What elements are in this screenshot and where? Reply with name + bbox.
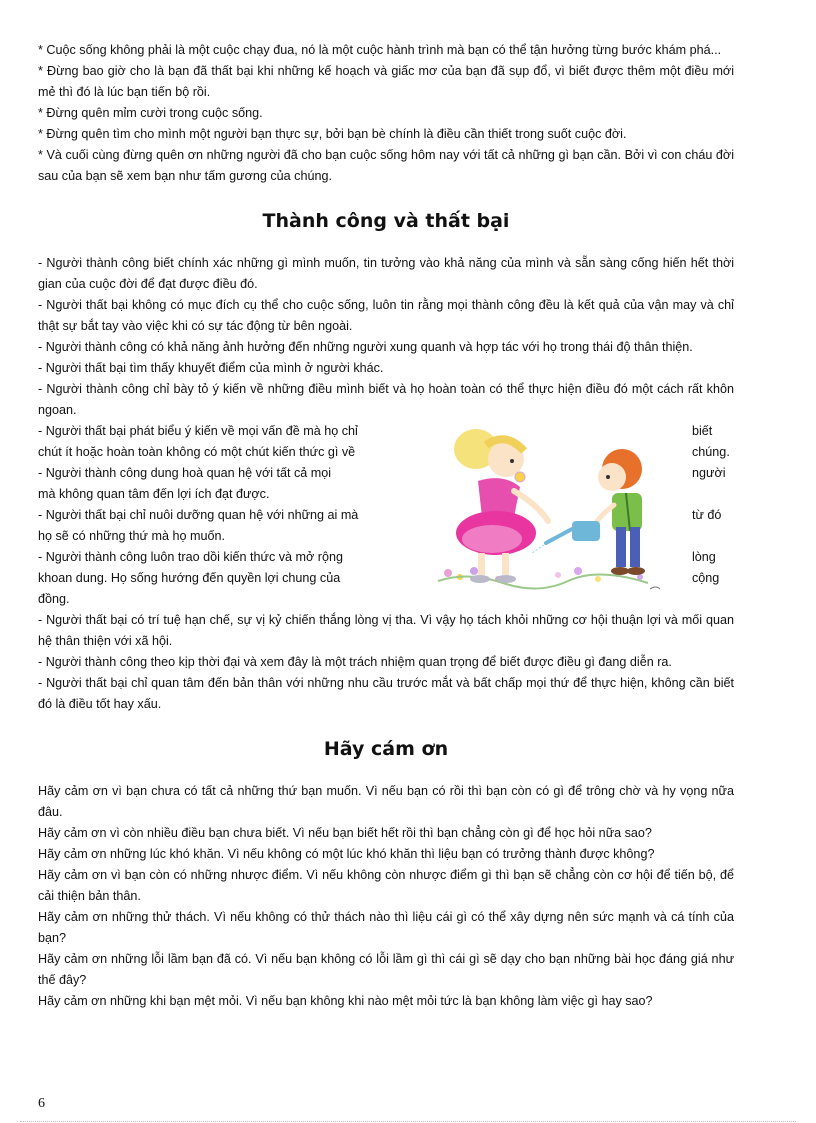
list-item: - Người thành công theo kịp thời đại và xem đây là một trách nhiệm quan trọng để biết được điều gì đang diễn ra. [38,655,672,669]
list-item: - Người thất bại chỉ quan tâm đến bản thân với những nhu cầu trước mắt và bất chấp mọi thứ để thực hiện, không cần biết đó là điều tốt hay xấu. [38,676,734,711]
wrap-line-left: - Người thành công dung hoà quan hệ với tất cả mọi [38,466,332,480]
wrap-line-left: - Người thành công luôn trao dồi kiến thức và mở rộng [38,550,343,564]
list-item: - Người thất bại không có mục đích cụ thể cho cuộc sống, luôn tin rằng mọi thành công đều là kết quả của vận may và chỉ thật sự bắt tay vào việc khi có sự tác động từ bên ngoài. [38,298,734,333]
intro-paragraph: * Cuộc sống không phải là một cuộc chạy đua, nó là một cuộc hành trình mà bạn có thể tận hưởng từng bước khám phá... [38,43,722,57]
gratitude-item: Hãy cảm ơn vì bạn còn có những nhược điểm. Vì nếu không còn nhược điểm gì thì bạn sẽ chẳng còn cơ hội để tiến bộ, để cải thiện bản thân. [38,868,734,903]
wrap-line-right: lòng [692,550,716,564]
page-number: 6 [38,1096,45,1111]
section-title-gratitude: Hãy cám ơn [323,738,449,760]
wrap-line-left: đồng. [38,592,70,606]
gratitude-item: Hãy cảm ơn những lúc khó khăn. Vì nếu không có một lúc khó khăn thì liệu bạn có trưởng thành được không? [38,847,655,861]
wrap-line-right: người [692,466,726,480]
children-watering-flowers-illustration [408,421,693,599]
list-item: - Người thất bại có trí tuệ hạn chế, sự vị kỷ chiến thắng lòng vị tha. Vì vậy họ tách khỏi những cơ hội thuận lợi và mối quan hệ thân thiện với xã hội. [38,613,734,648]
text-wrap-around-image [38,421,734,610]
wrap-line-left: - Người thất bại phát biểu ý kiến về mọi vấn đề mà họ chỉ [38,424,358,438]
wrap-line-left: - Người thất bại chỉ nuôi dưỡng quan hệ với những ai mà [38,508,359,522]
section-title-success-failure: Thành công và thất bại [262,210,510,232]
page-content [38,40,734,1012]
gratitude-item: Hãy cảm ơn những thử thách. Vì nếu không có thử thách nào thì liệu cái gì có thể xây dựng nên sức mạnh và cá tính của bạn? [38,910,734,945]
gratitude-item: Hãy cảm ơn những lỗi lầm bạn đã có. Vì nếu bạn không có lỗi lầm gì thì cái gì sẽ dạy cho bạn những bài học đáng giá như thế đây? [38,952,734,987]
wrap-line-right: cộng [692,571,720,585]
gratitude-list [38,781,734,1012]
wrap-line-left: chút ít hoặc hoàn toàn không có một chút kiến thức gì về [38,445,356,459]
wrap-line-left: họ sẽ có những thứ mà họ muốn. [38,529,225,543]
success-failure-list [38,253,734,715]
wrap-line-left: mà không quan tâm đến lợi ích đạt được. [38,487,270,501]
list-item: - Người thất bại tìm thấy khuyết điểm của mình ở người khác. [38,361,384,375]
wrap-line-right: biết [692,424,713,438]
wrap-line-left: khoan dung. Họ sống hướng đến quyền lợi chung của [38,571,341,585]
gratitude-item: Hãy cảm ơn vì bạn chưa có tất cả những thứ bạn muốn. Vì nếu bạn có rồi thì bạn còn có gì để trông chờ và hy vọng nữa đâu. [38,784,734,819]
watering-can [532,521,600,553]
list-item: - Người thành công chỉ bày tỏ ý kiến về những điều mình biết và họ hoàn toàn có thể thực hiện điều đó một cách rất khôn ngoan. [38,382,734,417]
gratitude-item: Hãy cảm ơn những khi bạn mệt mỏi. Vì nếu bạn không khi nào mệt mỏi tức là bạn không làm việc gì hay sao? [38,994,653,1008]
list-item: - Người thành công biết chính xác những gì mình muốn, tin tưởng vào khả năng của mình và sẵn sàng cống hiến hết thời gian của cuộc đời để đạt được điều đó. [38,256,734,291]
wrap-line-right: từ đó [692,508,722,522]
intro-paragraph: * Đừng quên mỉm cười trong cuộc sống. [38,106,263,120]
intro-paragraph: * Đừng quên tìm cho mình một người bạn thực sự, bởi bạn bè chính là điều cần thiết trong suốt cuộc đời. [38,127,627,141]
footer-divider [20,1121,796,1122]
gratitude-item: Hãy cảm ơn vì còn nhiều điều bạn chưa biết. Vì nếu bạn biết hết rồi thì bạn chẳng còn gì để học hỏi nữa sao? [38,826,652,840]
intro-block [38,40,734,187]
intro-paragraph: * Và cuối cùng đừng quên ơn những người đã cho bạn cuộc sống hôm nay với tất cả những gì bạn cần. Bởi vì con cháu đời sau của bạn sẽ xem bạn như tấm gương của chúng. [38,148,734,183]
wrap-line-right: chúng. [692,445,730,459]
list-item: - Người thành công có khả năng ảnh hưởng đến những người xung quanh và hợp tác với họ trong thái độ thân thiện. [38,340,693,354]
girl-figure [454,429,548,583]
boy-figure [594,449,645,575]
intro-paragraph: * Đừng bao giờ cho là bạn đã thất bại khi những kế hoạch và giấc mơ của bạn đã sụp đổ, vì biết được thêm một điều mới mẻ thì đó là lúc bạn tiến bộ rồi. [38,64,734,99]
artist-signature [650,587,660,589]
